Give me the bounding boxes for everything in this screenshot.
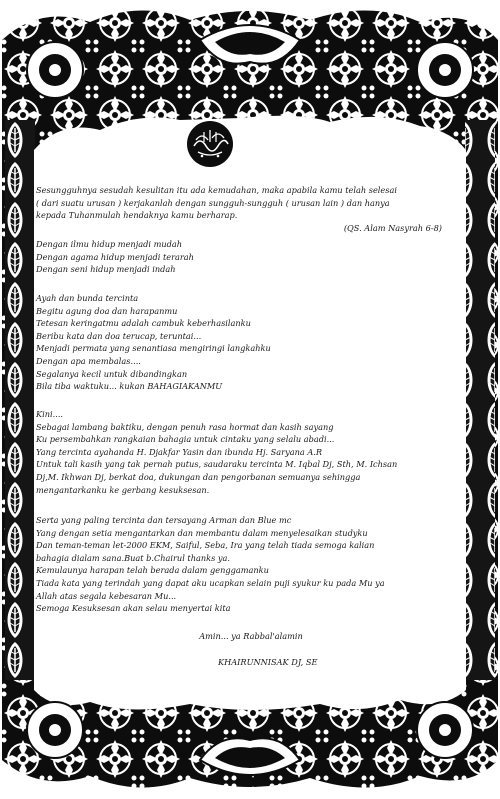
closing-text: Amin... ya Rabbal'alamin xyxy=(199,631,303,641)
stanza-friends xyxy=(36,514,466,615)
signature-name: KHAIRUNNISAK DJ, SE xyxy=(218,657,318,667)
quote-reference: (QS. Alam Nasyrah 6-8) xyxy=(343,222,442,233)
poem-line: Untuk tali kasih yang tak pernah putus, saudaraku tercinta M. Iqbal Dj, Sth, M. Ichsan xyxy=(36,459,398,470)
poem-line: Serta yang paling tercinta dan tersayang Arman dan Blue mc xyxy=(36,515,292,525)
poem-line: Beribu kata dan doa terucap, teruntai... xyxy=(36,330,202,341)
quran-quote xyxy=(36,184,466,234)
poem-line: Kemulaunya harapan telah berada dalam genggamanku xyxy=(36,565,269,576)
poem-line: Dengan seni hidup menjadi indah xyxy=(36,264,176,275)
poem-line: Dengan ilmu hidup menjadi mudah xyxy=(36,239,183,249)
quote-line: Sesungguhnya sesudah kesulitan itu ada kemudahan, maka apabila kamu telah selesai xyxy=(36,185,397,195)
poem-line: Yang dengan setia mengantarkan dan membantu dalam menyelesaikan studyku xyxy=(36,527,368,538)
poem-line: Dengan apa membalas.... xyxy=(36,355,141,366)
poem-line: Menjadi permata yang senantiasa mengiringi langkahku xyxy=(36,343,271,354)
quote-line: ( dari suatu urusan ) kerjakanlah dengan sungguh-sungguh ( urusan lain ) dan hanya xyxy=(36,197,390,208)
stanza-parents xyxy=(36,292,466,393)
poem-line: Ayah dan bunda tercinta xyxy=(36,293,139,303)
poem-line: bahagia dialam sana.Buat b.Chairul thanks ya. xyxy=(36,552,231,563)
poem-line: Dj,M. Ikhwan Dj, berkat doa, dukungan dan pengorbanan semuanya sehingga xyxy=(36,471,361,482)
calligraphy-seal-icon xyxy=(186,120,234,168)
stanza-dedication xyxy=(36,408,466,496)
poem-line: Allah atas segala kebesaran Mu... xyxy=(36,590,177,601)
poem-line: mengantarkanku ke gerbang kesuksesan. xyxy=(36,484,210,495)
quote-line: kepada Tuhanmulah hendaknya kamu berharap. xyxy=(36,210,238,221)
signature-block xyxy=(218,656,418,669)
stanza-ilmu xyxy=(36,238,466,276)
poem-line: Tetesan keringatmu adalah cambuk keberhasilanku xyxy=(36,318,251,329)
poem-line: Segalanya kecil untuk dibandingkan xyxy=(36,368,188,379)
poem-line: Bila tiba waktuku... kukan BAHAGIAKANMU xyxy=(36,381,223,392)
poem-line: Yang tercinta ayahanda H. Djakfar Yasin dan ibunda Hj. Saryana A.R xyxy=(36,446,323,457)
poem-line: Begitu agung doa dan harapanmu xyxy=(36,305,178,316)
poem-line: Tiada kata yang terindah yang dapat aku ucapkan selain puji syukur ku pada Mu ya xyxy=(36,577,385,588)
poem-line: Semoga Kesuksesan akan selau menyertai kita xyxy=(36,603,231,614)
poem-line: Ku persembahkan rangkaian bahagia untuk cintaku yang selalu abadi... xyxy=(36,434,335,445)
poem-line: Kini.... xyxy=(36,409,64,419)
poem-line: Dengan agama hidup menjadi terarah xyxy=(36,251,194,262)
poem-line: Dan teman-teman let-2000 EKM, Saiful, Seba, Ira yang telah tiada semoga kalian xyxy=(36,540,375,551)
closing-prayer xyxy=(36,630,466,643)
poem-line: Sebagai lambang baktiku, dengan penuh rasa hormat dan kasih sayang xyxy=(36,421,334,432)
